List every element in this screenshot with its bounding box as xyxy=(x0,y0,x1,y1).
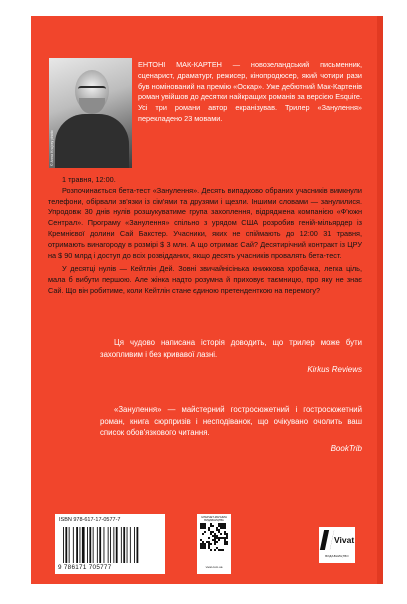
qr-module xyxy=(210,523,212,525)
barcode-bar xyxy=(99,527,101,563)
publisher-name: Vivat xyxy=(334,535,355,545)
qr-module xyxy=(208,543,210,545)
qr-module xyxy=(200,547,202,549)
qr-module xyxy=(222,537,224,539)
qr-module xyxy=(220,537,222,539)
barcode-bar xyxy=(123,527,125,563)
barcode-bar xyxy=(87,527,88,563)
qr-module xyxy=(216,547,218,549)
qr-module xyxy=(226,543,228,545)
qr-module xyxy=(226,535,228,537)
qr-module xyxy=(210,549,212,551)
qr-module xyxy=(200,527,202,529)
photo-body-shape xyxy=(55,114,129,168)
qr-module xyxy=(208,547,210,549)
qr-module xyxy=(206,541,208,543)
qr-module xyxy=(202,543,204,545)
qr-module xyxy=(200,523,202,525)
qr-module xyxy=(202,525,204,527)
qr-module xyxy=(204,547,206,549)
qr-caption: ІНТЕРНЕТ-МАГАЗИН ВИДАВНИЦТВА xyxy=(201,516,227,522)
qr-module xyxy=(222,523,224,525)
publisher-logo xyxy=(319,527,355,563)
qr-module xyxy=(214,537,216,539)
barcode-bar xyxy=(93,527,94,563)
qr-module xyxy=(212,539,214,541)
qr-module xyxy=(218,531,220,533)
qr-module xyxy=(200,545,202,547)
qr-module xyxy=(218,523,220,525)
author-photo xyxy=(49,58,132,168)
qr-module xyxy=(202,547,204,549)
qr-module xyxy=(214,539,216,541)
qr-url: vivat.com.ua xyxy=(205,565,223,569)
review-text: «Занулення» — майстерний гостросюжетний і гостросюжетний роман, книга сюрпризів і несподіванок, що очікувано очолить ваш список обов'язкового читання. xyxy=(100,405,362,437)
barcode-bar xyxy=(63,527,64,563)
qr-module xyxy=(216,529,218,531)
cover-spine-edge xyxy=(377,16,383,584)
qr-module xyxy=(220,525,222,527)
photo-beard-shape xyxy=(79,98,105,114)
isbn-label: ISBN 978-617-17-0577-7 xyxy=(59,517,121,523)
barcode-bar xyxy=(121,527,122,563)
barcode-bar xyxy=(76,527,78,563)
barcode-bar xyxy=(113,527,114,563)
qr-module xyxy=(216,541,218,543)
review-kirkus xyxy=(100,337,362,376)
excerpt-paragraph: Розпочинається бета-тест «Занулення». Десять випадково обраних учасників вимкнули телефони, обірвали зв'язки із сім'ями та друзями і щезли. Іншими словами — занулилися. Упродовж 30 днів нулів розшукуватиме група захоплення, відряджена компанією «Ф'южн Сентрал». Програму «Занулення» спільно з урядом США розробив геній-мільярдер із Кремнієвої долини Сай Бакстер. Учасники, яких не спіймають до 12:00 31 травня, отримають винагороду в розмірі $ 3 млн. А що отримає Сай? Десятирічний контракт із ЦРУ на $ 90 млрд і доступ до всіх розвідданих, якщо десять учасників провалять бета-тест. xyxy=(48,185,362,260)
qr-module xyxy=(202,527,204,529)
qr-module xyxy=(224,537,226,539)
qr-module xyxy=(200,539,202,541)
publisher-subtitle: ВИДАВНИЦТВО xyxy=(325,554,349,558)
qr-module xyxy=(216,527,218,529)
qr-module xyxy=(200,543,202,545)
barcode-bar xyxy=(97,527,98,563)
barcode-bar xyxy=(80,527,81,563)
barcode-bar xyxy=(89,527,91,563)
qr-module xyxy=(202,523,204,525)
qr-module xyxy=(204,523,206,525)
barcode-bars xyxy=(61,527,159,563)
qr-module xyxy=(218,525,220,527)
barcode-bar xyxy=(82,527,85,563)
qr-module xyxy=(222,525,224,527)
qr-module xyxy=(202,541,204,543)
qr-module xyxy=(222,549,224,551)
qr-module xyxy=(212,525,214,527)
qr-module xyxy=(204,545,206,547)
qr-module xyxy=(214,533,216,535)
qr-module xyxy=(200,525,202,527)
qr-module xyxy=(208,545,210,547)
barcode-bar xyxy=(130,527,131,563)
qr-module xyxy=(204,525,206,527)
qr-module xyxy=(216,537,218,539)
qr-module xyxy=(210,533,212,535)
qr-module xyxy=(218,539,220,541)
barcode-bar xyxy=(134,527,135,563)
qr-module xyxy=(226,537,228,539)
qr-module xyxy=(208,541,210,543)
book-excerpt xyxy=(48,175,362,298)
qr-module xyxy=(224,523,226,525)
barcode-bar xyxy=(73,527,74,563)
qr-module xyxy=(216,535,218,537)
qr-module xyxy=(224,541,226,543)
review-booktrib xyxy=(100,404,362,454)
qr-module xyxy=(224,527,226,529)
qr-module xyxy=(204,543,206,545)
barcode-bar xyxy=(108,527,109,563)
qr-module xyxy=(214,549,216,551)
qr-module xyxy=(220,533,222,535)
qr-module xyxy=(202,533,204,535)
barcode-bar xyxy=(65,527,67,563)
photo-credit: © Anna Krajcsy photo xyxy=(50,130,54,166)
barcode-digits: 9 786171 705777 xyxy=(58,564,112,571)
excerpt-teaser: У десятці нулів — Кейтлін Дей. Зовні звичайнісінька книжкова хробачка, легка ціль, мала б вибути першою. Але жінка надто розумна й приховує таємницю, про яку не знає Сай. Що він робитиме, коли Кейтлін стане єдиною претенденткою на перемогу? xyxy=(48,264,362,295)
qr-module xyxy=(218,529,220,531)
excerpt-date: 1 травня, 12:00. xyxy=(62,175,116,184)
qr-module xyxy=(218,549,220,551)
author-bio: ЕНТОНІ МАК-КАРТЕН — новозеландський письменник, сценарист, драматург, режисер, кінопродюсер, який чотири рази був номінований на премію «Оскар». Уже дебютний Мак-Картенів роман увійшов до десятки найкращих романів за версією Esquire. Усі три романи автор екранізував. Трилер «Занулення» перекладено 23 мовами. xyxy=(138,60,362,123)
qr-code-icon xyxy=(200,523,228,551)
qr-module xyxy=(202,545,204,547)
qr-module xyxy=(222,527,224,529)
review-source: Kirkus Reviews xyxy=(307,365,362,374)
qr-module xyxy=(208,529,210,531)
barcode-bar xyxy=(137,527,139,563)
qr-module xyxy=(220,523,222,525)
barcode-bar xyxy=(69,527,70,563)
barcode-bar xyxy=(104,527,105,563)
qr-module xyxy=(224,533,226,535)
isbn-barcode xyxy=(55,514,165,574)
qr-module xyxy=(226,533,228,535)
back-cover xyxy=(31,16,377,584)
qr-module xyxy=(214,541,216,543)
qr-module xyxy=(204,527,206,529)
qr-module xyxy=(212,535,214,537)
qr-code-panel xyxy=(197,514,231,574)
review-text: Ця чудово написана історія доводить, що трилер може бути захопливим і без кривавої лазні. xyxy=(100,338,362,359)
qr-module xyxy=(224,531,226,533)
qr-module xyxy=(210,525,212,527)
qr-module xyxy=(212,531,214,533)
qr-module xyxy=(210,531,212,533)
qr-module xyxy=(208,527,210,529)
qr-module xyxy=(214,535,216,537)
qr-module xyxy=(224,543,226,545)
qr-module xyxy=(208,537,210,539)
qr-module xyxy=(220,527,222,529)
qr-module xyxy=(224,539,226,541)
qr-module xyxy=(214,543,216,545)
qr-module xyxy=(220,549,222,551)
qr-module xyxy=(204,531,206,533)
qr-module xyxy=(224,525,226,527)
qr-module xyxy=(218,537,220,539)
barcode-bar xyxy=(127,527,128,563)
review-source: BookTrib xyxy=(330,443,362,453)
qr-module xyxy=(210,543,212,545)
barcode-bar xyxy=(116,527,118,563)
photo-glasses-shape xyxy=(78,86,106,94)
qr-module xyxy=(226,541,228,543)
barcode-bar xyxy=(110,527,111,563)
